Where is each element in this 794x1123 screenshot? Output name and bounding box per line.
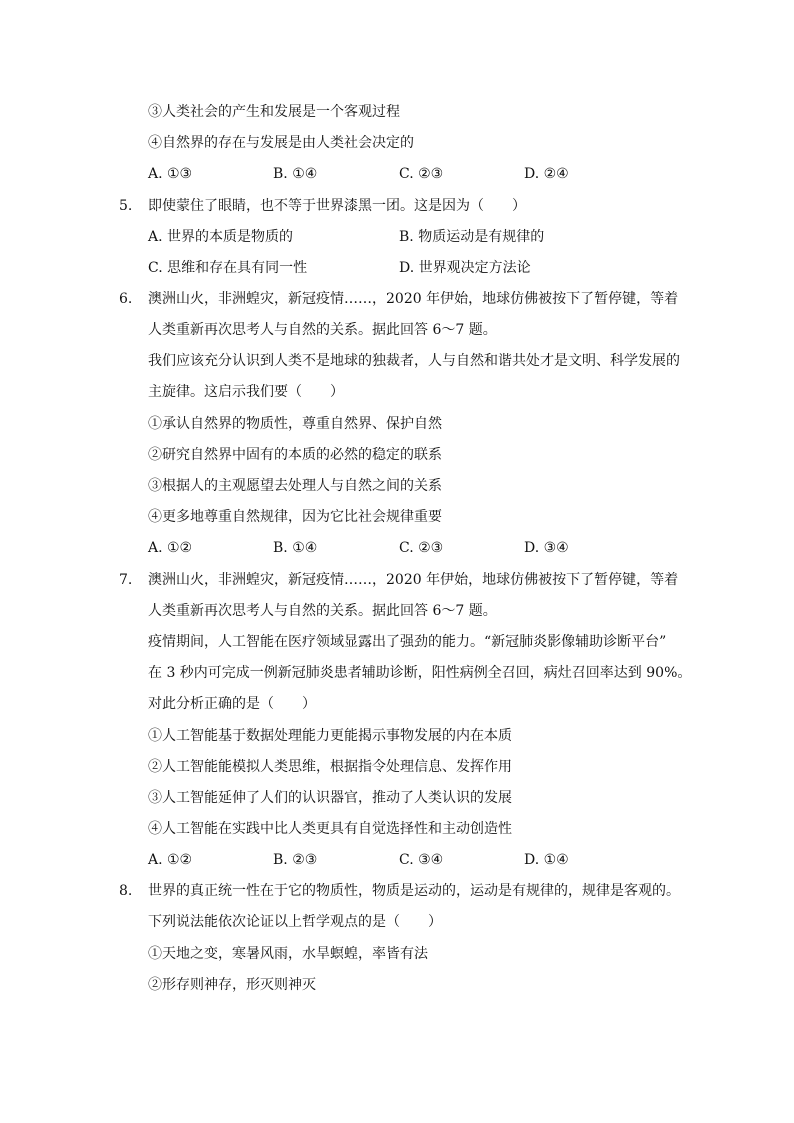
q6-item-2: ②研究自然界中固有的本质的必然的稳定的联系: [148, 447, 442, 463]
q8-item-2: ②形存则神存，形灭则神灭: [148, 977, 316, 993]
q7-option-a: A. ①②: [148, 852, 193, 868]
q6-option-a: A. ①②: [148, 540, 193, 556]
q7-option-b: B. ②③: [273, 852, 318, 868]
q4-option-b: B. ①④: [273, 166, 318, 182]
q7-line: 在 3 秒内可完成一例新冠肺炎患者辅助诊断，阳性病例全召回，病灶召回率达到 90%。: [148, 665, 692, 681]
q8-line: 世界的真正统一性在于它的物质性，物质是运动的，运动是有规律的，规律是客观的。: [148, 883, 680, 899]
q7-option-c: C. ③④: [399, 852, 444, 868]
q5-option-c: C. 思维和存在具有同一性: [148, 260, 308, 276]
q8-item-1: ①天地之变，寒暑风雨，水旱螟蝗，率皆有法: [148, 946, 428, 962]
q6-line: 主旋律。这启示我们要（ ）: [148, 384, 344, 400]
q6-option-c: C. ②③: [399, 540, 444, 556]
q6-item-1: ①承认自然界的物质性，尊重自然界、保护自然: [148, 416, 442, 432]
q7-line: 疫情期间，人工智能在医疗领域显露出了强劲的能力。“新冠肺炎影像辅助诊断平台”: [148, 634, 667, 650]
q5-option-a: A. 世界的本质是物质的: [148, 229, 294, 245]
q7-item-4: ④人工智能在实践中比人类更具有自觉选择性和主动创造性: [148, 821, 512, 837]
q6-item-3: ③根据人的主观愿望去处理人与自然之间的关系: [148, 478, 442, 494]
q6-number: 6.: [119, 291, 133, 307]
q7-line: 澳洲山火，非洲蝗灾，新冠疫情……，2020 年伊始，地球仿佛被按下了暂停键，等着: [148, 572, 679, 588]
q4-option-c: C. ②③: [399, 166, 444, 182]
q6-line: 澳洲山火，非洲蝗灾，新冠疫情……，2020 年伊始，地球仿佛被按下了暂停键，等着: [148, 291, 679, 307]
q4-item-4: ④自然界的存在与发展是由人类社会决定的: [148, 135, 414, 151]
q6-item-4: ④更多地尊重自然规律，因为它比社会规律重要: [148, 509, 442, 525]
q8-number: 8.: [119, 883, 133, 899]
q7-item-3: ③人工智能延伸了人们的认识器官，推动了人类认识的发展: [148, 790, 512, 806]
q7-option-d: D. ①④: [524, 852, 569, 868]
q5-option-b: B. 物质运动是有规律的: [399, 229, 545, 245]
q7-line: 对此分析正确的是（ ）: [148, 696, 316, 712]
q6-option-d: D. ③④: [524, 540, 569, 556]
q8-line: 下列说法能依次论证以上哲学观点的是（ ）: [148, 914, 442, 930]
q5-stem: 即使蒙住了眼睛，也不等于世界漆黑一团。这是因为（ ）: [148, 198, 526, 214]
q5-option-d: D. 世界观决定方法论: [399, 260, 531, 276]
q4-option-a: A. ①③: [148, 166, 193, 182]
q6-line: 人类重新再次思考人与自然的关系。据此回答 6～7 题。: [148, 322, 497, 338]
q4-item-3: ③人类社会的产生和发展是一个客观过程: [148, 104, 400, 120]
q6-line: 我们应该充分认识到人类不是地球的独裁者，人与自然和谐共处才是文明、科学发展的: [148, 353, 680, 369]
q7-item-1: ①人工智能基于数据处理能力更能揭示事物发展的内在本质: [148, 728, 512, 744]
q6-option-b: B. ①④: [273, 540, 318, 556]
q7-item-2: ②人工智能能模拟人类思维，根据指令处理信息、发挥作用: [148, 759, 512, 775]
q4-option-d: D. ②④: [524, 166, 569, 182]
q7-line: 人类重新再次思考人与自然的关系。据此回答 6～7 题。: [148, 603, 497, 619]
q7-number: 7.: [119, 572, 133, 588]
q5-number: 5.: [119, 198, 133, 214]
